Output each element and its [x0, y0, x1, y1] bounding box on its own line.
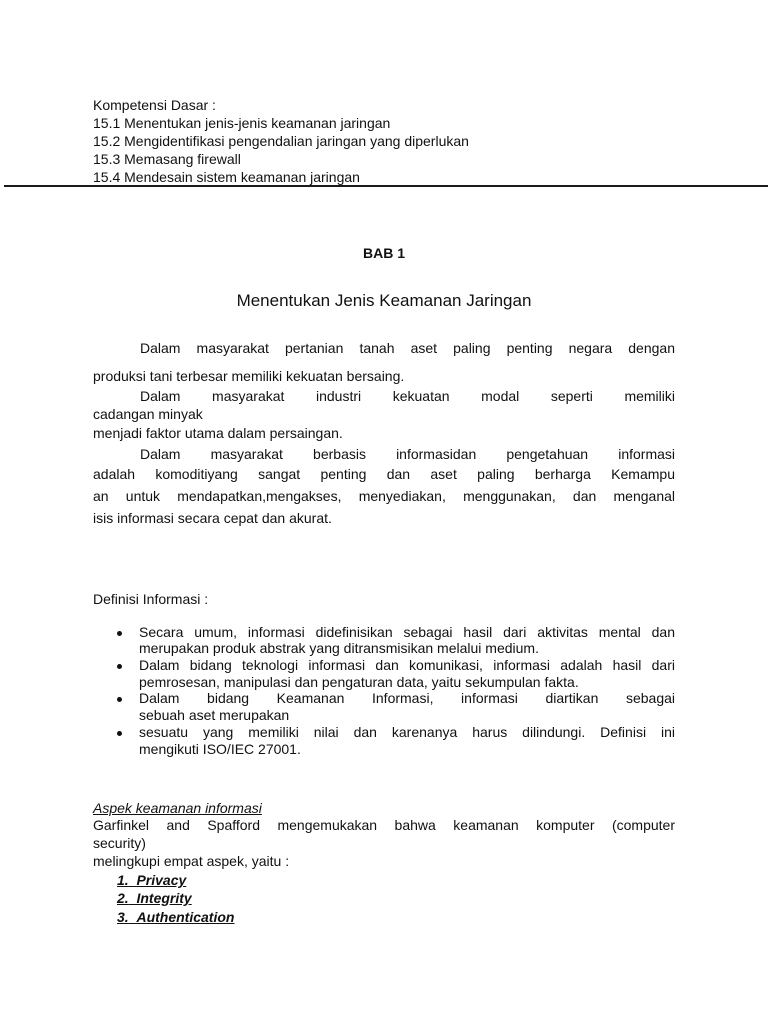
- intro-p1-line1: Dalam masyarakat pertanian tanah aset paling penting negara dengan: [140, 340, 675, 356]
- kompetensi-item: 15.3 Memasang firewall: [93, 151, 241, 167]
- kompetensi-heading: Kompetensi Dasar :: [93, 97, 216, 113]
- kompetensi-item: 15.1 Menentukan jenis-jenis keamanan jaringan: [93, 115, 391, 131]
- aspek-list-num: 2.: [117, 890, 129, 906]
- definisi-bullet-1-line2: merupakan produk abstrak yang ditransmisikan melalui medium.: [139, 640, 539, 656]
- kompetensi-item: 15.4 Mendesain sistem keamanan jaringan: [93, 169, 360, 185]
- aspek-list-item: [117, 908, 234, 926]
- aspek-line2: security): [93, 835, 146, 851]
- chapter-title: Menentukan Jenis Keamanan Jaringan: [236, 291, 532, 310]
- aspek-line3: melingkupi empat aspek, yaitu :: [93, 853, 290, 869]
- definisi-bullet-3-line2: sebuah aset merupakan: [139, 707, 290, 723]
- aspek-list-item: [117, 871, 186, 889]
- bullet-icon: [117, 731, 122, 736]
- bullet-icon: [117, 631, 122, 636]
- definisi-bullet-4-line1: sesuatu yang memiliki nilai dan karenanya harus dilindungi. Definisi ini: [139, 724, 675, 740]
- intro-p3-line3: an untuk mendapatkan,mengakses, menyediakan, menggunakan, dan menganal: [93, 488, 675, 504]
- intro-p2-line2: cadangan minyak: [93, 406, 203, 422]
- definisi-bullet-4-line2: mengikuti ISO/IEC 27001.: [139, 741, 301, 757]
- aspek-list-label: Integrity: [136, 890, 192, 906]
- intro-p3-line4: isis informasi secara cepat dan akurat.: [93, 510, 332, 526]
- definisi-bullet-2-line2: pemrosesan, manipulasi dan pengaturan data, yaitu sekumpulan fakta.: [139, 674, 579, 690]
- aspek-list-num: 1.: [117, 872, 129, 888]
- chapter-label: BAB 1: [362, 245, 405, 261]
- bullet-icon: [117, 697, 122, 702]
- intro-p3-line1: Dalam masyarakat berbasis informasidan pengetahuan informasi: [140, 446, 675, 462]
- intro-p3-line2: adalah komoditiyang sangat penting dan aset paling berharga Kemampu: [93, 466, 675, 482]
- definisi-bullet-1-line1: Secara umum, informasi didefinisikan sebagai hasil dari aktivitas mental dan: [139, 624, 675, 640]
- aspek-list-label: Privacy: [136, 872, 187, 888]
- bullet-icon: [117, 664, 122, 669]
- definisi-heading: Definisi Informasi :: [93, 591, 209, 607]
- definisi-bullet-3-line1: Dalam bidang Keamanan Informasi, informasi diartikan sebagai: [139, 690, 675, 706]
- kompetensi-item: 15.2 Mengidentifikasi pengendalian jaringan yang diperlukan: [93, 133, 469, 149]
- intro-p2-line3: menjadi faktor utama dalam persaingan.: [93, 425, 343, 441]
- horizontal-rule: [4, 185, 768, 187]
- aspek-heading: Aspek keamanan informasi: [93, 800, 262, 816]
- definisi-bullet-2-line1: Dalam bidang teknologi informasi dan komunikasi, informasi adalah hasil dari: [139, 657, 675, 673]
- aspek-list-item: [117, 889, 192, 907]
- aspek-line1: Garfinkel and Spafford mengemukakan bahwa keamanan komputer (computer: [93, 817, 675, 833]
- intro-p2-line1: Dalam masyarakat industri kekuatan modal seperti memiliki: [140, 388, 675, 404]
- aspek-list-num: 3.: [117, 909, 129, 925]
- intro-p1-line2: produksi tani terbesar memiliki kekuatan bersaing.: [93, 368, 405, 384]
- aspek-list-label: Authentication: [136, 909, 235, 925]
